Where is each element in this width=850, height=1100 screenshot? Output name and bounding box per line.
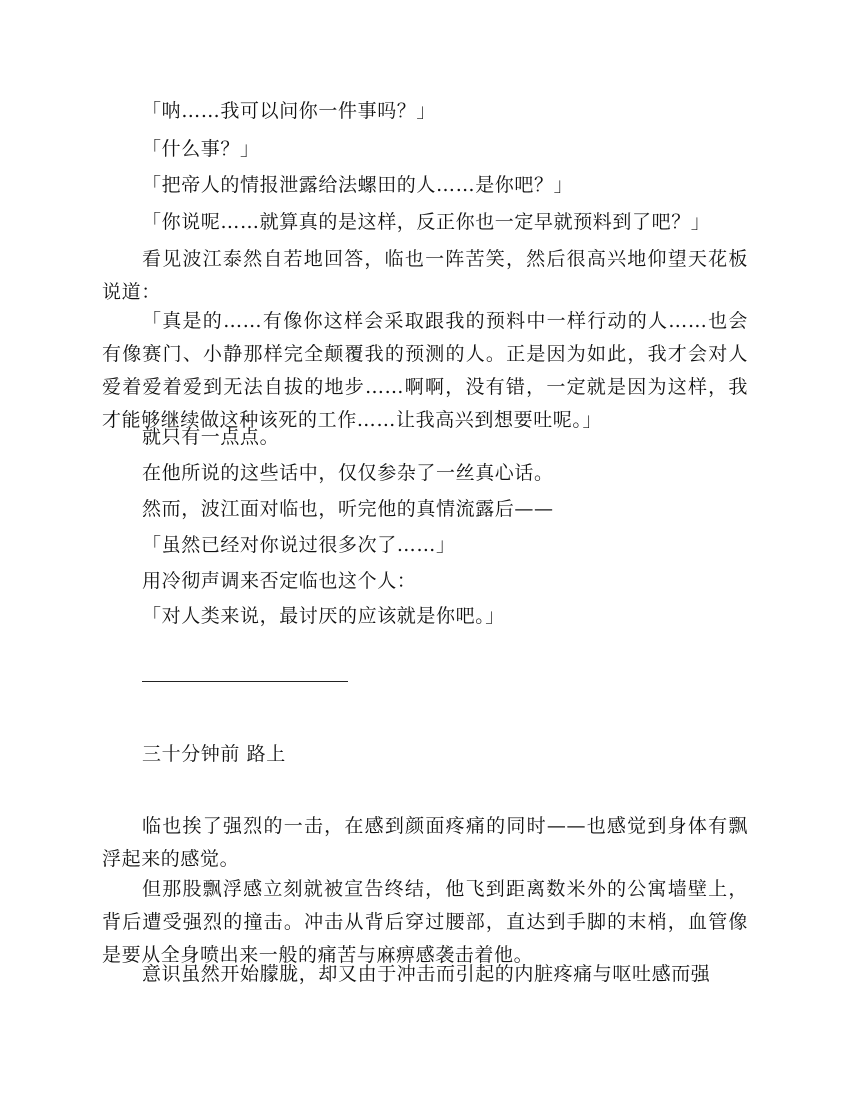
section-heading: 三十分钟前 路上 [142,743,286,765]
narration-paragraph: 然而，波江面对临也，听完他的真情流露后—— [142,498,554,520]
narration-paragraph: 在他所说的这些话中，仅仅参杂了一丝真心话。 [142,462,554,484]
narration-paragraph: 但那股飘浮感立刻就被宣告终结，他飞到距离数米外的公寓墙壁上，背后遭受强烈的撞击。冲击从背后穿过腰部，直达到手脚的末梢，血管像是要从全身喷出来一般的痛苦与麻痹感袭击着他。 [102,878,748,966]
narration-paragraph: 意识虽然开始朦胧，却又由于冲击而引起的内脏疼痛与呕吐感而强 [142,963,711,985]
section-separator-line [142,681,348,682]
narration-paragraph: 用冷彻声调来否定临也这个人： [142,570,417,592]
dialogue-paragraph: 「虽然已经对你说过很多次了……」 [142,534,456,556]
dialogue-paragraph: 「对人类来说，最讨厌的应该就是你吧。」 [142,605,505,627]
narration-paragraph: 临也挨了强烈的一击，在感到颜面疼痛的同时——也感觉到身体有飘浮起来的感觉。 [102,815,748,870]
dialogue-paragraph: 「真是的……有像你这样会采取跟我的预料中一样行动的人……也会有像赛门、小静那样完全颠覆我的预测的人。正是因为如此，我才会对人爱着爱着爱到无法自拔的地步……啊啊，没有错，一定就是因为这样，我才能够继续做这种该死的工作……让我高兴到想要吐呢。」 [102,310,748,431]
dialogue-paragraph: 「你说呢……就算真的是这样，反正你也一定早就预料到了吧？」 [142,211,711,233]
dialogue-paragraph: 「把帝人的情报泄露给法螺田的人……是你吧？」 [142,174,574,196]
narration-paragraph: 就只有一点点。 [142,426,280,448]
dialogue-paragraph: 「什么事？」 [142,138,260,160]
narration-paragraph: 看见波江泰然自若地回答，临也一阵苦笑，然后很高兴地仰望天花板说道： [102,248,748,303]
dialogue-paragraph: 「呐……我可以问你一件事吗？」 [142,100,437,122]
